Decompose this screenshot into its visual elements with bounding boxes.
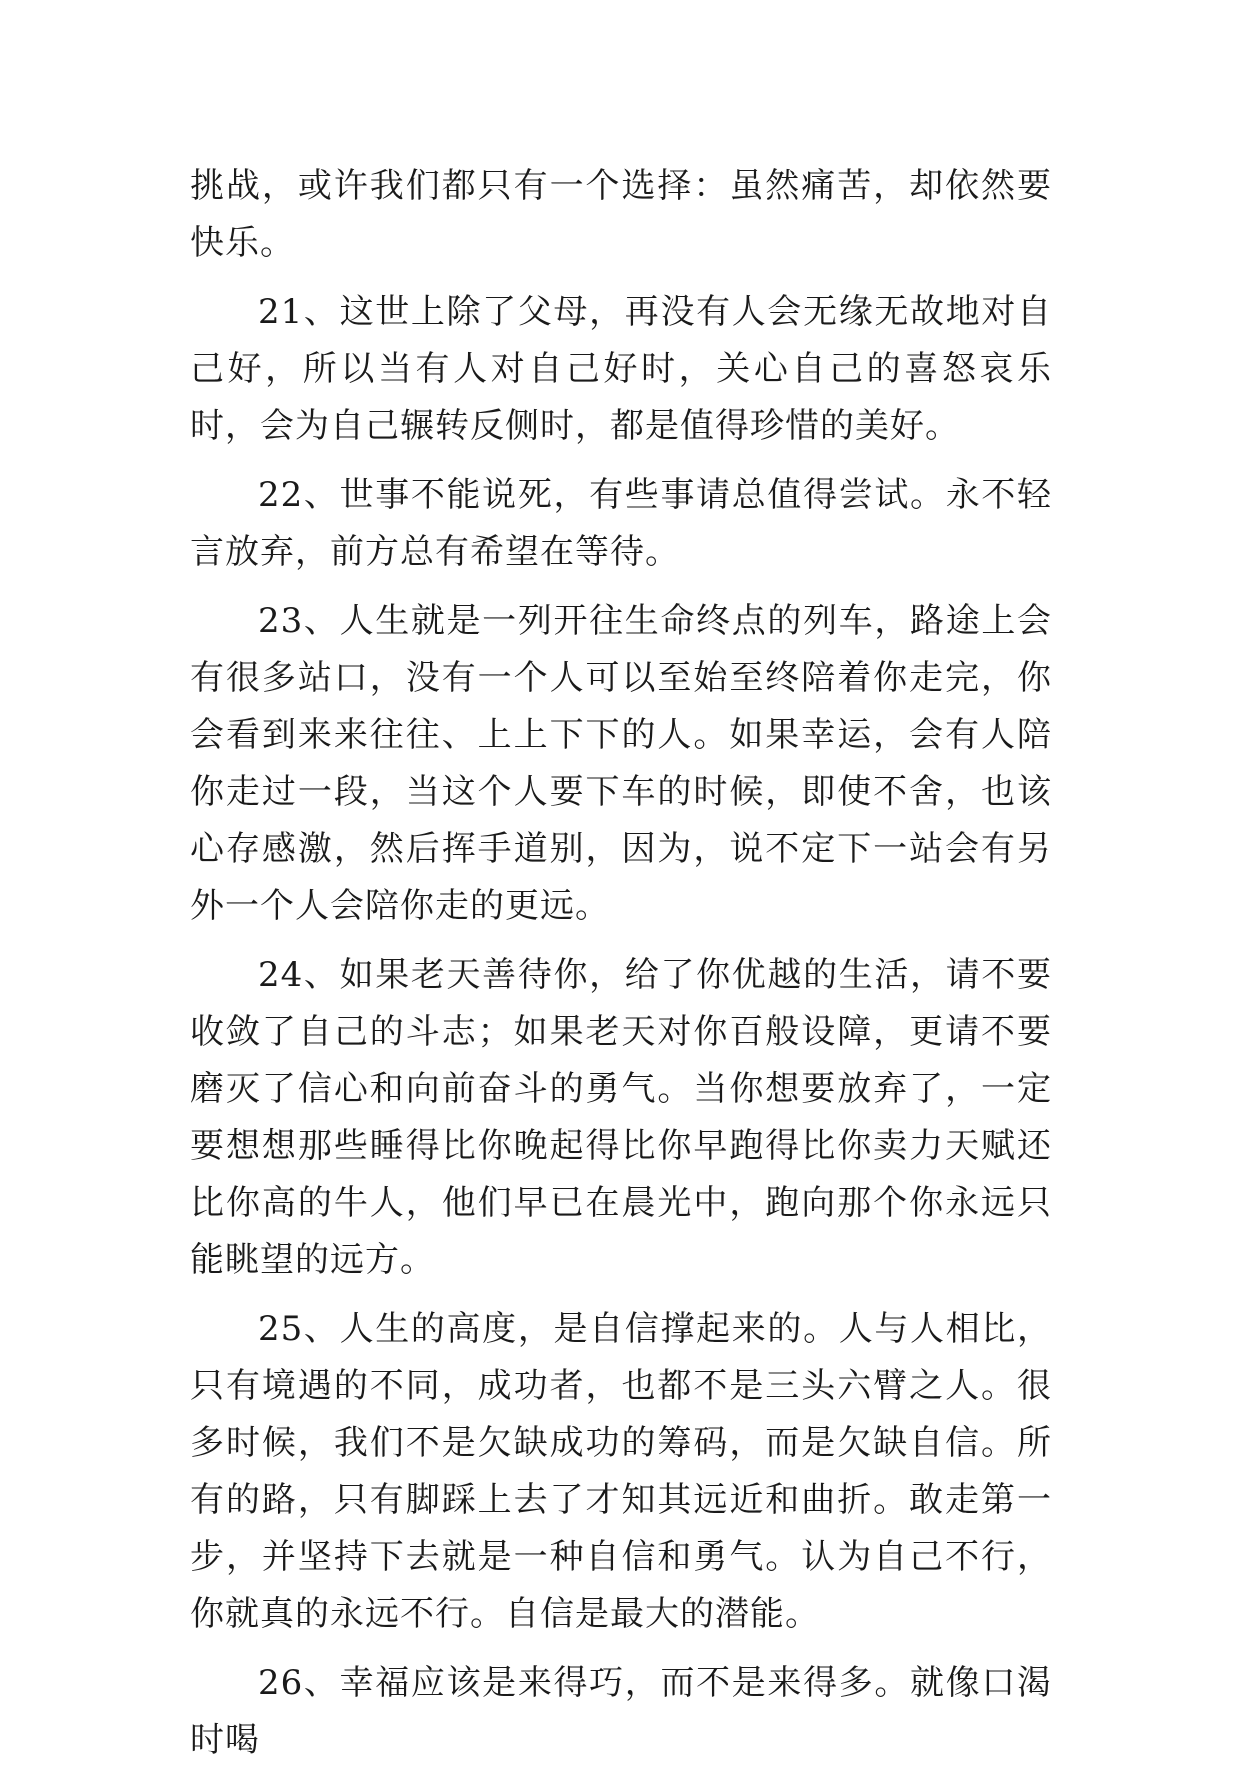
paragraph-23: 23、人生就是一列开往生命终点的列车，路途上会有很多站口，没有一个人可以至始至终陪着你走完，你会看到来来往往、上上下下的人。如果幸运，会有人陪你走过一段，当这个人要下车的时候，即使不舍，也该心存感激，然后挥手道别，因为，说不定下一站会有另外一个人会陪你走的更远。: [190, 601, 1052, 926]
paragraph-22: 22、世事不能说死，有些事请总值得尝试。永不轻言放弃，前方总有希望在等待。: [190, 475, 1052, 572]
paragraph-continued: 挑战，或许我们都只有一个选择：虽然痛苦，却依然要快乐。: [190, 166, 1052, 263]
paragraph-25: 25、人生的高度，是自信撑起来的。人与人相比，只有境遇的不同，成功者，也都不是三头六臂之人。很多时候，我们不是欠缺成功的筹码，而是欠缺自信。所有的路，只有脚踩上去了才知其远近和曲折。敢走第一步，并坚持下去就是一种自信和勇气。认为自己不行，你就真的永远不行。自信是最大的潜能。: [190, 1309, 1052, 1634]
paragraph-26: 26、幸福应该是来得巧，而不是来得多。就像口渴时喝: [190, 1663, 1052, 1760]
document-body: [190, 158, 1052, 1781]
paragraph-24: 24、如果老天善待你，给了你优越的生活，请不要收敛了自己的斗志；如果老天对你百般设障，更请不要磨灭了信心和向前奋斗的勇气。当你想要放弃了，一定要想想那些睡得比你晚起得比你早跑得比你卖力天赋还比你高的牛人，他们早已在晨光中，跑向那个你永远只能眺望的远方。: [190, 955, 1052, 1280]
paragraph-21: 21、这世上除了父母，再没有人会无缘无故地对自己好，所以当有人对自己好时，关心自己的喜怒哀乐时，会为自己辗转反侧时，都是值得珍惜的美好。: [190, 292, 1052, 446]
